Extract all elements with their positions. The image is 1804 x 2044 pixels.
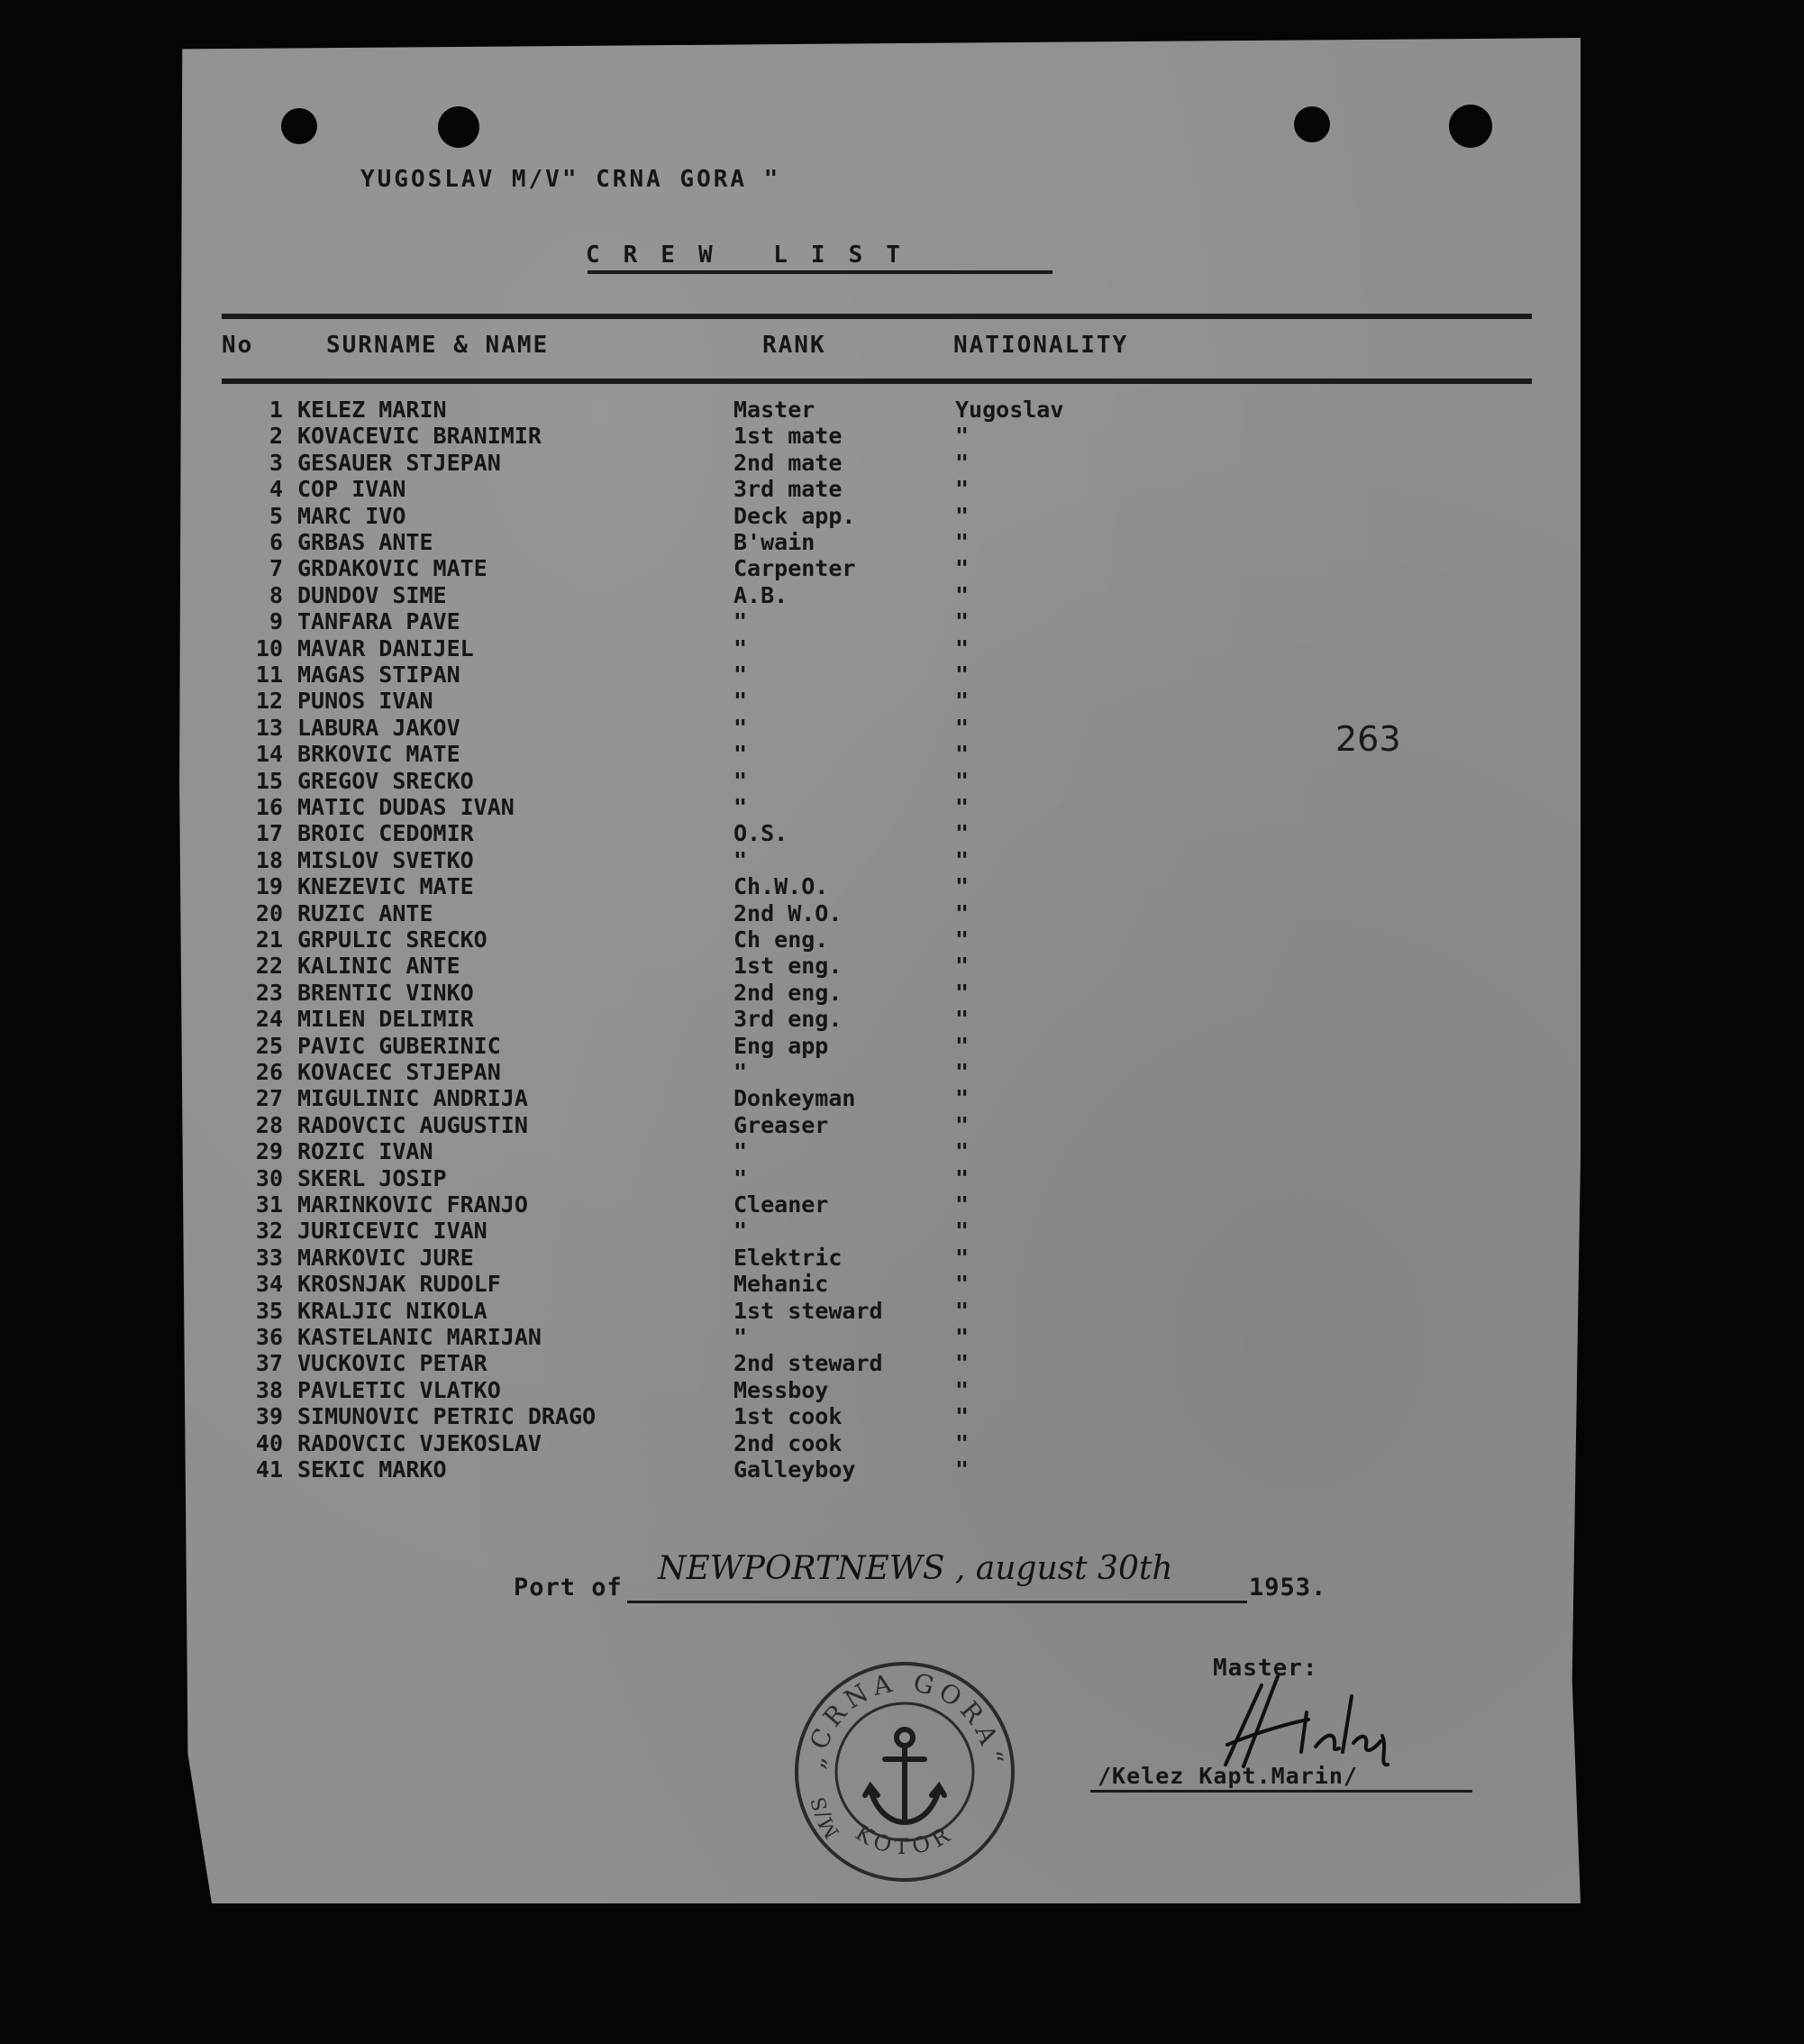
crew-row xyxy=(0,555,1404,582)
crew-row-nationality: " xyxy=(955,1244,970,1271)
crew-row-name: SKERL JOSIP xyxy=(297,1164,447,1191)
crew-row xyxy=(0,794,1404,821)
crew-row-number: 37 xyxy=(255,1350,283,1377)
crew-row-rank: Galleyboy xyxy=(733,1456,856,1483)
crew-row xyxy=(0,1377,1404,1404)
crew-row-name: VUCKOVIC PETAR xyxy=(297,1350,487,1377)
crew-row-name: KOVACEC STJEPAN xyxy=(297,1059,501,1085)
crew-row xyxy=(0,900,1404,927)
crew-row-name: GREGOV SRECKO xyxy=(297,767,474,794)
reference-number: 263 xyxy=(1335,719,1401,759)
column-header-no: No xyxy=(222,332,254,359)
crew-row-name: MISLOV SVETKO xyxy=(297,846,474,873)
crew-row-nationality: Yugoslav xyxy=(955,397,1064,423)
port-handwritten-value: NEWPORTNEWS , august 30th xyxy=(658,1550,1173,1587)
crew-row-rank: " xyxy=(733,714,748,741)
crew-row-name: TANFARA PAVE xyxy=(297,608,460,635)
table-header-rule xyxy=(222,379,1532,384)
crew-row-rank: O.S. xyxy=(733,820,788,847)
crew-row-name: MIGULINIC ANDRIJA xyxy=(297,1085,528,1112)
crew-row xyxy=(0,1298,1404,1325)
crew-row xyxy=(0,1085,1404,1112)
crew-row-number: 35 xyxy=(255,1297,283,1324)
crew-row-name: MARINKOVIC FRANJO xyxy=(297,1191,528,1218)
crew-row-nationality: " xyxy=(955,1350,970,1377)
crew-row xyxy=(0,1033,1404,1060)
crew-row-number: 31 xyxy=(255,1191,283,1218)
crew-row xyxy=(0,741,1404,768)
crew-row-nationality: " xyxy=(955,1164,970,1191)
crew-row-rank: Elektric xyxy=(733,1244,843,1271)
crew-row xyxy=(0,503,1404,530)
crew-row-nationality: " xyxy=(955,1191,970,1218)
ship-stamp xyxy=(788,1655,1022,1889)
crew-row-name: KRALJIC NIKOLA xyxy=(297,1297,487,1324)
crew-row-name: KELEZ MARIN xyxy=(297,397,447,423)
crew-row-nationality: " xyxy=(955,555,970,582)
crew-row xyxy=(0,1456,1404,1483)
crew-row-nationality: " xyxy=(955,794,970,820)
crew-row xyxy=(0,423,1404,450)
crew-row-nationality: " xyxy=(955,767,970,794)
crew-row-name: PAVIC GUBERINIC xyxy=(297,1032,501,1059)
crew-row xyxy=(0,926,1404,954)
crew-row-rank: " xyxy=(733,767,748,794)
crew-row-rank: " xyxy=(733,608,748,635)
crew-row xyxy=(0,582,1404,609)
crew-row-rank: 3rd mate xyxy=(733,476,843,503)
crew-row-name: MARC IVO xyxy=(297,502,406,529)
crew-row-name: GRBAS ANTE xyxy=(297,529,433,555)
crew-row-nationality: " xyxy=(955,741,970,768)
crew-row-nationality: " xyxy=(955,1032,970,1059)
crew-row-rank: Carpenter xyxy=(733,555,856,582)
crew-row-nationality: " xyxy=(955,662,970,688)
crew-row-number: 19 xyxy=(255,873,283,900)
crew-row-rank: Eng app xyxy=(733,1032,829,1059)
crew-row-name: SIMUNOVIC PETRIC DRAGO xyxy=(297,1403,597,1430)
crew-row-name: COP IVAN xyxy=(297,476,406,503)
crew-row-number: 20 xyxy=(255,899,283,926)
crew-row-name: GRPULIC SRECKO xyxy=(297,926,487,953)
crew-row-nationality: " xyxy=(955,820,970,847)
crew-row-name: MAGAS STIPAN xyxy=(297,662,460,688)
crew-row-name: RADOVCIC VJEKOSLAV xyxy=(297,1429,542,1456)
crew-row-number: 27 xyxy=(255,1085,283,1112)
crew-row xyxy=(0,1191,1404,1218)
crew-row-rank: 1st steward xyxy=(733,1297,883,1324)
crew-row-rank: A.B. xyxy=(733,581,788,608)
crew-row xyxy=(0,1245,1404,1272)
crew-row-nationality: " xyxy=(955,1376,970,1403)
crew-row-rank: " xyxy=(733,741,748,768)
crew-row xyxy=(0,980,1404,1007)
crew-row-name: MAVAR DANIJEL xyxy=(297,634,474,662)
crew-row-number: 21 xyxy=(255,926,283,953)
crew-row-name: MILEN DELIMIR xyxy=(297,1006,474,1033)
heading-underline xyxy=(588,270,1052,274)
crew-row-rank: " xyxy=(733,1164,748,1191)
master-name-underline xyxy=(1090,1790,1472,1793)
crew-row-number: 36 xyxy=(255,1324,283,1350)
crew-row xyxy=(0,953,1404,980)
punch-hole-4 xyxy=(1449,105,1492,148)
crew-row-name: LABURA JAKOV xyxy=(297,714,460,741)
crew-row-number: 40 xyxy=(255,1429,283,1456)
crew-row-number: 25 xyxy=(255,1032,283,1059)
master-name: /Kelez Kapt.Marin/ xyxy=(1098,1763,1358,1789)
crew-row xyxy=(0,1271,1404,1298)
crew-row xyxy=(0,1138,1404,1165)
crew-row-nationality: " xyxy=(955,979,970,1006)
crew-row-rank: " xyxy=(733,1324,748,1350)
crew-row xyxy=(0,1350,1404,1377)
crew-row-name: JURICEVIC IVAN xyxy=(297,1218,487,1245)
crew-row-number: 10 xyxy=(255,634,283,662)
crew-row-rank: " xyxy=(733,1138,748,1165)
punch-hole-2 xyxy=(438,106,479,148)
crew-row-number: 16 xyxy=(255,794,283,820)
crew-row-rank: 2nd eng. xyxy=(733,979,843,1006)
crew-row xyxy=(0,1059,1404,1086)
crew-row-rank: Donkeyman xyxy=(733,1085,856,1112)
crew-row-name: KALINIC ANTE xyxy=(297,953,460,980)
crew-row-nationality: " xyxy=(955,1218,970,1245)
crew-row-rank: 2nd W.O. xyxy=(733,899,843,926)
crew-row-nationality: " xyxy=(955,1429,970,1456)
crew-row-name: KNEZEVIC MATE xyxy=(297,873,474,900)
crew-row-name: SEKIC MARKO xyxy=(297,1456,447,1483)
crew-row-number: 4 xyxy=(269,476,283,503)
crew-row-rank: " xyxy=(733,662,748,688)
crew-row-number: 15 xyxy=(255,767,283,794)
crew-row-rank: Messboy xyxy=(733,1376,829,1403)
crew-row-number: 2 xyxy=(269,423,283,450)
crew-row-name: BRENTIC VINKO xyxy=(297,979,474,1006)
crew-row-nationality: " xyxy=(955,423,970,450)
crew-row-nationality: " xyxy=(955,1456,970,1483)
crew-row-number: 1 xyxy=(269,397,283,423)
crew-row-name: BROIC CEDOMIR xyxy=(297,820,474,847)
column-header-rank: RANK xyxy=(762,332,826,359)
crew-row-name: MATIC DUDAS IVAN xyxy=(297,794,515,820)
crew-row-number: 29 xyxy=(255,1138,283,1165)
crew-row-rank: " xyxy=(733,846,748,873)
crew-row xyxy=(0,397,1404,424)
crew-row-number: 7 xyxy=(269,555,283,582)
crew-row-number: 39 xyxy=(255,1403,283,1430)
crew-row-nationality: " xyxy=(955,688,970,715)
crew-row-name: ROZIC IVAN xyxy=(297,1138,433,1165)
punch-hole-3 xyxy=(1294,106,1330,142)
crew-list-heading: CREW LIST xyxy=(586,242,924,269)
crew-row-rank: " xyxy=(733,634,748,662)
crew-row-nationality: " xyxy=(955,1403,970,1430)
crew-row-rank: 2nd mate xyxy=(733,449,843,476)
port-fill-line xyxy=(627,1601,1247,1603)
crew-row-name: PAVLETIC VLATKO xyxy=(297,1376,501,1403)
crew-row-nationality: " xyxy=(955,846,970,873)
crew-row-number: 22 xyxy=(255,953,283,980)
crew-row-nationality: " xyxy=(955,529,970,555)
crew-row-nationality: " xyxy=(955,1059,970,1085)
crew-row-nationality: " xyxy=(955,581,970,608)
crew-row xyxy=(0,635,1404,662)
crew-row-nationality: " xyxy=(955,899,970,926)
crew-row-rank: Mehanic xyxy=(733,1271,829,1298)
crew-row-name: GRDAKOVIC MATE xyxy=(297,555,487,582)
crew-row-rank: 1st mate xyxy=(733,423,843,450)
port-label: Port of xyxy=(514,1574,623,1601)
crew-row-rank: 2nd cook xyxy=(733,1429,843,1456)
crew-row-name: DUNDOV SIME xyxy=(297,581,447,608)
crew-row-number: 24 xyxy=(255,1006,283,1033)
port-year: 1953. xyxy=(1249,1574,1327,1601)
crew-row-nationality: " xyxy=(955,634,970,662)
crew-row-nationality: " xyxy=(955,1006,970,1033)
crew-row-name: RADOVCIC AUGUSTIN xyxy=(297,1111,528,1138)
crew-row xyxy=(0,847,1404,874)
master-label: Master: xyxy=(1213,1655,1318,1682)
crew-row-number: 32 xyxy=(255,1218,283,1245)
crew-row-number: 6 xyxy=(269,529,283,555)
crew-row-rank: Ch eng. xyxy=(733,926,829,953)
crew-row-nationality: " xyxy=(955,1138,970,1165)
crew-row xyxy=(0,1324,1404,1351)
crew-row xyxy=(0,1218,1404,1245)
crew-row-nationality: " xyxy=(955,1111,970,1138)
punch-hole-1 xyxy=(281,108,317,144)
crew-row-rank: Greaser xyxy=(733,1111,829,1138)
crew-row-number: 41 xyxy=(255,1456,283,1483)
crew-row-rank: Master xyxy=(733,397,815,423)
stamp-bottom-text: KOTOR xyxy=(851,1820,959,1860)
crew-row-number: 8 xyxy=(269,581,283,608)
crew-row-rank: B'wain xyxy=(733,529,815,555)
crew-row-nationality: " xyxy=(955,1085,970,1112)
crew-row-nationality: " xyxy=(955,1324,970,1350)
crew-row-nationality: " xyxy=(955,1297,970,1324)
crew-row-number: 11 xyxy=(255,662,283,688)
crew-row-number: 26 xyxy=(255,1059,283,1085)
crew-row-number: 23 xyxy=(255,979,283,1006)
crew-row-number: 30 xyxy=(255,1164,283,1191)
crew-row xyxy=(0,608,1404,635)
crew-row-number: 13 xyxy=(255,714,283,741)
crew-row-rank: 3rd eng. xyxy=(733,1006,843,1033)
master-signature xyxy=(1207,1658,1478,1775)
crew-row xyxy=(0,1430,1404,1457)
crew-row-nationality: " xyxy=(955,608,970,635)
crew-row xyxy=(0,1403,1404,1430)
anchor-icon xyxy=(865,1729,944,1822)
crew-row-rank: 1st cook xyxy=(733,1403,843,1430)
crew-row-name: MARKOVIC JURE xyxy=(297,1244,474,1271)
table-top-rule xyxy=(222,314,1532,319)
crew-row-name: GESAUER STJEPAN xyxy=(297,449,501,476)
crew-row xyxy=(0,662,1404,689)
crew-row-number: 18 xyxy=(255,846,283,873)
column-header-name: SURNAME & NAME xyxy=(326,332,550,359)
crew-row-number: 34 xyxy=(255,1271,283,1298)
crew-row-name: PUNOS IVAN xyxy=(297,688,433,715)
crew-row-name: KROSNJAK RUDOLF xyxy=(297,1271,501,1298)
stamp-top-text: „CRNA GORA“ xyxy=(799,1666,1010,1771)
crew-row xyxy=(0,1006,1404,1033)
crew-row xyxy=(0,476,1404,503)
crew-row-rank: " xyxy=(733,794,748,820)
crew-row-number: 28 xyxy=(255,1111,283,1138)
crew-row-number: 5 xyxy=(269,502,283,529)
crew-row xyxy=(0,1112,1404,1139)
crew-row-nationality: " xyxy=(955,953,970,980)
crew-row-nationality: " xyxy=(955,476,970,503)
crew-row xyxy=(0,873,1404,900)
crew-row-number: 17 xyxy=(255,820,283,847)
crew-row-rank: 2nd steward xyxy=(733,1350,883,1377)
crew-row-name: RUZIC ANTE xyxy=(297,899,433,926)
crew-row-name: KASTELANIC MARIJAN xyxy=(297,1324,542,1350)
crew-row xyxy=(0,529,1404,556)
crew-row-number: 14 xyxy=(255,741,283,768)
crew-row xyxy=(0,1165,1404,1192)
crew-row-rank: 1st eng. xyxy=(733,953,843,980)
crew-row-rank: " xyxy=(733,1218,748,1245)
crew-row xyxy=(0,715,1404,742)
crew-row-rank: " xyxy=(733,688,748,715)
crew-row-number: 38 xyxy=(255,1376,283,1403)
crew-row-nationality: " xyxy=(955,449,970,476)
crew-row-name: KOVACEVIC BRANIMIR xyxy=(297,423,542,450)
crew-row-nationality: " xyxy=(955,873,970,900)
crew-row-rank: Cleaner xyxy=(733,1191,829,1218)
crew-row-nationality: " xyxy=(955,714,970,741)
crew-row-rank: " xyxy=(733,1059,748,1085)
crew-row-number: 12 xyxy=(255,688,283,715)
crew-row-name: BRKOVIC MATE xyxy=(297,741,460,768)
crew-row-number: 33 xyxy=(255,1244,283,1271)
crew-row xyxy=(0,450,1404,477)
column-header-nationality: NATIONALITY xyxy=(953,332,1129,359)
crew-row-rank: Ch.W.O. xyxy=(733,873,829,900)
crew-row-rank: Deck app. xyxy=(733,502,856,529)
crew-row xyxy=(0,768,1404,795)
crew-row-nationality: " xyxy=(955,1271,970,1298)
crew-row xyxy=(0,820,1404,847)
vessel-line: YUGOSLAV M/V" CRNA GORA " xyxy=(360,166,781,193)
crew-row-number: 3 xyxy=(269,449,283,476)
crew-row-number: 9 xyxy=(269,608,283,635)
stamp-left-text: M/S xyxy=(807,1794,845,1842)
crew-row-nationality: " xyxy=(955,502,970,529)
crew-row-nationality: " xyxy=(955,926,970,953)
crew-row xyxy=(0,688,1404,715)
